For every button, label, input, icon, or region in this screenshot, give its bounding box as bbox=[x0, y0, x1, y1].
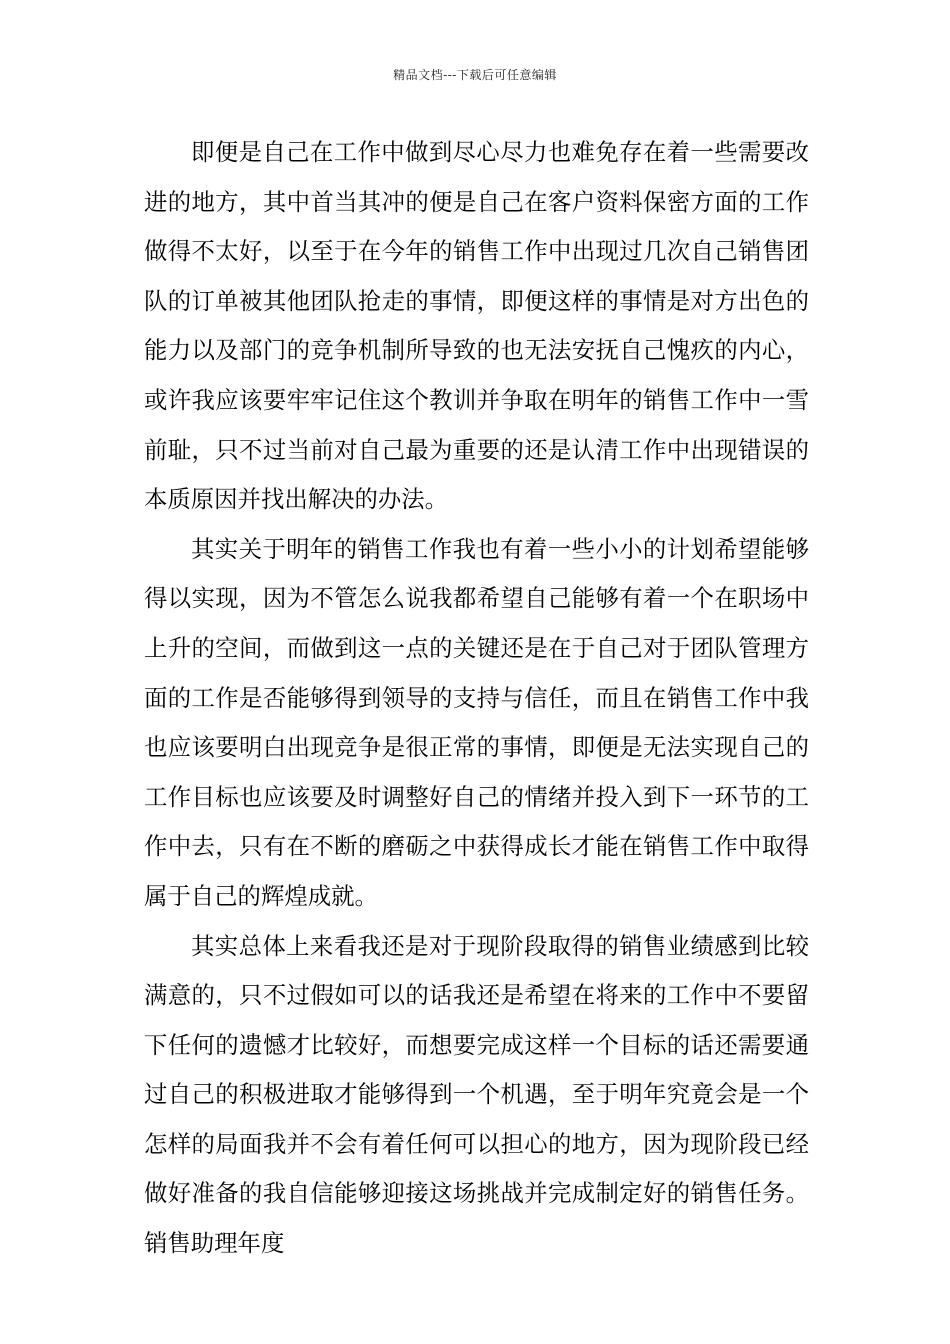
paragraph-3: 其实总体上来看我还是对于现阶段取得的销售业绩感到比较满意的，只不过假如可以的话我还是希望在将来的工作中不要留下任何的遗憾才比较好，而想要完成这样一个目标的话还需要通过自己的积极进取才能够得到一个机遇，至于明年究竟会是一个怎样的局面我并不会有着任何可以担心的地方，因为现阶段已经做好准备的我自信能够迎接这场挑战并完成制定好的销售任务。销售助理年度 bbox=[144, 931, 809, 1258]
document-body bbox=[144, 128, 809, 1269]
page-header: 精品文档---下载后可任意编辑 bbox=[393, 68, 557, 82]
paragraph-1: 即便是自己在工作中做到尽心尽力也难免存在着一些需要改进的地方，其中首当其冲的便是自己在客户资料保密方面的工作做得不太好，以至于在今年的销售工作中出现过几次自己销售团队的订单被其他团队抢走的事情，即便这样的事情是对方出色的能力以及部门的竞争机制所导致的也无法安抚自己愧疚的内心，或许我应该要牢牢记住这个教训并争取在明年的销售工作中一雪前耻，只不过当前对自己最为重要的还是认清工作中出现错误的本质原因并找出解决的办法。 bbox=[144, 138, 809, 514]
paragraph-2: 其实关于明年的销售工作我也有着一些小小的计划希望能够得以实现，因为不管怎么说我都希望自己能够有着一个在职场中上升的空间，而做到这一点的关键还是在于自己对于团队管理方面的工作是否能够得到领导的支持与信任，而且在销售工作中我也应该要明白出现竞争是很正常的事情，即便是无法实现自己的工作目标也应该要及时调整好自己的情绪并投入到下一环节的工作中去，只有在不断的磨砺之中获得成长才能在销售工作中取得属于自己的辉煌成就。 bbox=[144, 534, 809, 910]
